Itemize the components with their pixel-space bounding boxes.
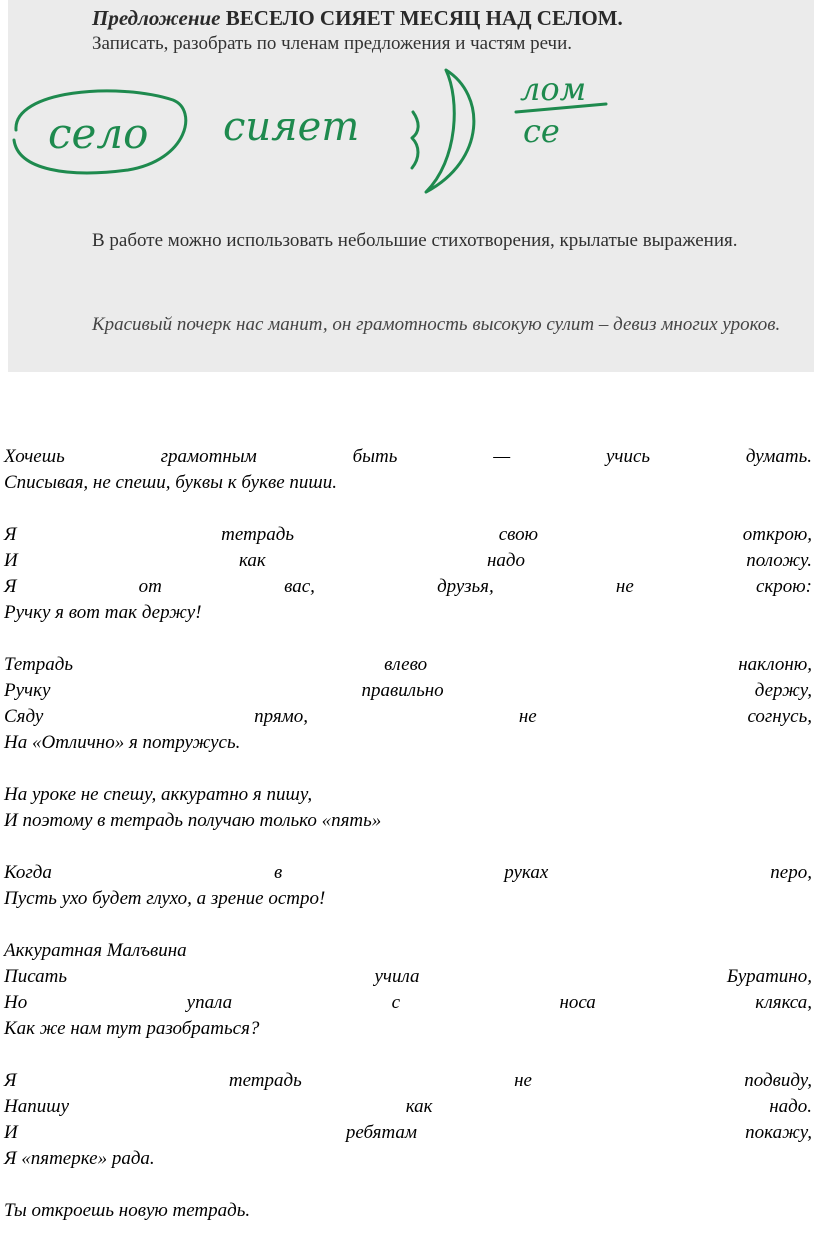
stanza-gap (4, 1042, 812, 1068)
poem-word: Тетрадь (4, 654, 74, 675)
poem-word: открою, (742, 524, 812, 545)
poem-word: друзья, (437, 576, 494, 597)
poem-word: в (273, 862, 283, 883)
poem-word: быть (352, 446, 398, 467)
stanza-gap (4, 1172, 812, 1198)
poem-word: перо, (770, 862, 812, 883)
poem-line (4, 704, 812, 730)
poem-line: На уроке не спешу, аккуратно я пишу, (4, 784, 313, 805)
stanza-gap (4, 912, 812, 938)
poem-line (4, 548, 812, 574)
poem-line: Ты откроешь новую тетрадь. (4, 1200, 251, 1221)
poem-line: Списывая, не спеши, буквы к букве пиши. (4, 472, 338, 493)
poem-line (4, 1068, 812, 1094)
poem-word: правильно (361, 680, 444, 701)
fraction-numerator: лом (520, 70, 587, 108)
scanned-worksheet (8, 0, 814, 372)
poem-line: Пусть ухо будет глухо, а зрение остро! (4, 888, 326, 909)
usage-note: В работе можно использовать небольшие стихотворения, крылатые выражения. (92, 230, 738, 251)
poem-word: надо (486, 550, 526, 571)
poem-word: ребятам (345, 1122, 418, 1143)
poem-word: не (615, 576, 634, 597)
handwritten-word-siyaet: сияет (223, 104, 360, 150)
poem-word: — (493, 446, 511, 467)
poem-word: Я (4, 1070, 17, 1091)
poem-word: от (138, 576, 162, 597)
fraction-denominator: се (523, 112, 560, 150)
poem-line (4, 1120, 812, 1146)
poem-word: носа (559, 992, 596, 1013)
poem-line: Как же нам тут разобраться? (4, 1018, 260, 1039)
handwritten-parsing (8, 60, 814, 200)
poem-word: учила (374, 966, 420, 987)
poem-line: На «Отлично» я потружусь. (4, 732, 241, 753)
poem-word: Ручку (4, 680, 51, 701)
poem-word: Когда (4, 862, 52, 883)
poem-line: Ручку я вот так держу! (4, 602, 202, 623)
stanza-gap (4, 834, 812, 860)
poem-word: руках (504, 862, 549, 883)
poem-word: И (4, 1122, 18, 1143)
poem-line (4, 678, 812, 704)
stanza-gap (4, 756, 812, 782)
stanza-gap (4, 496, 812, 522)
poem-word: надо. (769, 1096, 812, 1117)
poem-word: прямо, (254, 706, 309, 727)
poem-line (4, 964, 812, 990)
poem-line (4, 652, 812, 678)
poem-word: думать. (745, 446, 812, 467)
bracket-mark (412, 112, 418, 168)
poem-line (4, 1094, 812, 1120)
poem-word: учись (606, 446, 651, 467)
poem-line: Аккуратная Малъвина (4, 940, 187, 961)
poem-word: клякса, (755, 992, 812, 1013)
poem-word: положу. (746, 550, 812, 571)
poem-word: свою (498, 524, 539, 545)
poem-word: Но (4, 992, 28, 1013)
poem-word: скрою: (755, 576, 812, 597)
poem-line (4, 444, 812, 470)
poem-line (4, 860, 812, 886)
poem-word: упала (186, 992, 233, 1013)
poem-word: как (238, 550, 266, 571)
poem-word: Буратино, (726, 966, 812, 987)
poem-word: Писать (4, 966, 68, 987)
poem-line: Я «пятерке» рада. (4, 1148, 155, 1169)
poem-word: согнусь, (747, 706, 812, 727)
poem-word: держу, (754, 680, 812, 701)
crescent-moon-icon (426, 70, 474, 192)
poem-word: с (391, 992, 400, 1013)
poem-word: тетрадь (228, 1070, 302, 1091)
poem-word: наклоню, (738, 654, 812, 675)
poem-line (4, 522, 812, 548)
sentence-heading (92, 6, 623, 31)
poem-line (4, 574, 812, 600)
poem-word: вас, (284, 576, 315, 597)
handwritten-word-selo: село (48, 109, 149, 158)
poem-text (4, 444, 812, 1224)
stanza-gap (4, 626, 812, 652)
poem-word: подвиду, (744, 1070, 812, 1091)
poem-word: Я (4, 524, 17, 545)
motto-note: Красивый почерк нас манит, он грамотность высокую сулит – девиз многих уроков. (92, 314, 781, 335)
poem-word: Хочешь (4, 446, 65, 467)
poem-word: тетрадь (221, 524, 295, 545)
poem-word: Сяду (4, 706, 44, 727)
poem-word: грамотным (160, 446, 257, 467)
task-instruction: Записать, разобрать по членам предложения и частям речи. (92, 33, 573, 54)
poem-word: Я (4, 576, 17, 597)
poem-word: И (4, 550, 18, 571)
poem-word: Напишу (4, 1096, 69, 1117)
poem-word: не (518, 706, 537, 727)
poem-word: не (514, 1070, 532, 1091)
poem-line: И поэтому в тетрадь получаю только «пять» (4, 810, 382, 831)
poem-word: покажу, (745, 1122, 812, 1143)
poem-word: как (405, 1096, 433, 1117)
sentence-heading-lead: Предложение (92, 6, 221, 30)
poem-line (4, 990, 812, 1016)
sentence-heading-phrase: ВЕСЕЛО СИЯЕТ МЕСЯЦ НАД СЕЛОМ. (225, 6, 623, 30)
poem-word: влево (384, 654, 428, 675)
